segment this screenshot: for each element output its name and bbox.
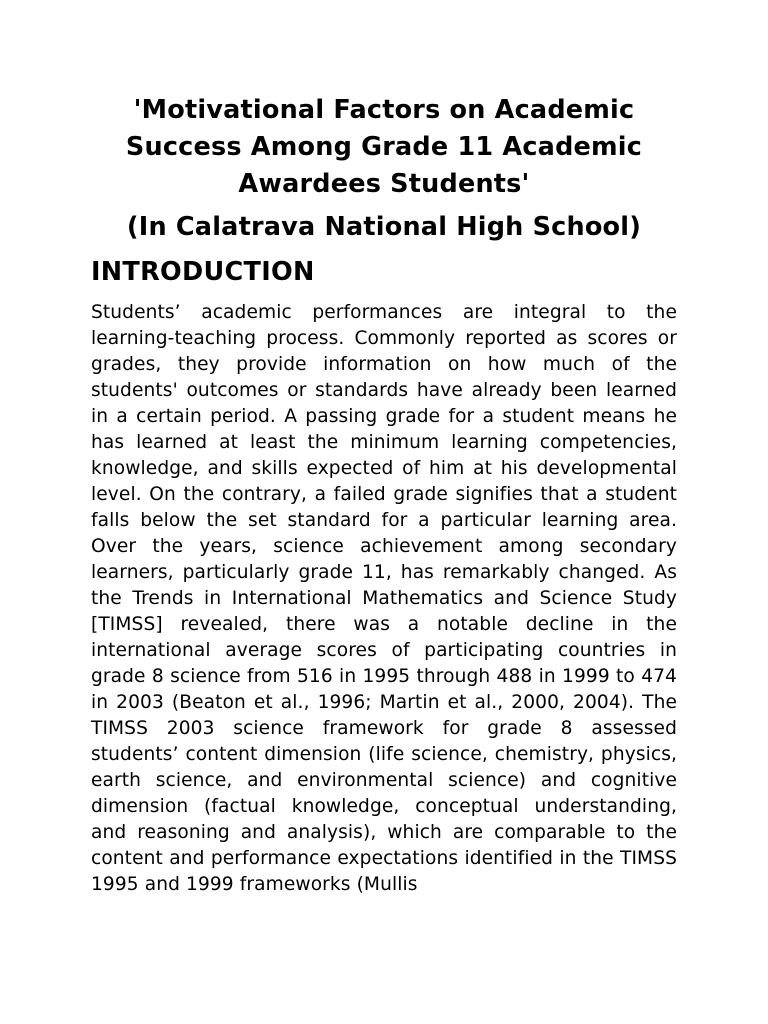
section-heading: INTRODUCTION: [91, 257, 315, 287]
document-subtitle: (In Calatrava National High School): [126, 212, 642, 242]
document-page: [91, 92, 677, 898]
introduction-paragraph: Students’ academic performances are integral to the learning-teaching process. Commonly reported as scores or grades, they provide information on how much of the students' outcomes or standards have already been learned in a certain period. A passing grade for a student means he has learned at least the minimum learning competencies, knowledge, and skills expected of him at his developmental level. On the contrary, a failed grade signifies that a student falls below the set standard for a particular learning area. Over the years, science achievement among secondary learners, particularly grade 11, has remarkably changed. As the Trends in International Mathematics and Science Study [TIMSS] revealed, there was a notable decline in the international average scores of participating countries in grade 8 science from 516 in 1995 through 488 in 1999 to 474 in 2003 (Beaton et al., 1996; Martin et al., 2000, 2004). The TIMSS 2003 science framework for grade 8 assessed students’ content dimension (life science, chemistry, physics, earth science, and environmental science) and cognitive dimension (factual knowledge, conceptual understanding, and reasoning and analysis), which are comparable to the content and performance expectations identified in the TIMSS 1995 and 1999 frameworks (Mullis: [91, 302, 677, 895]
document-title: 'Motivational Factors on Academic Success Among Grade 11 Academic Awardees Students': [125, 95, 643, 199]
